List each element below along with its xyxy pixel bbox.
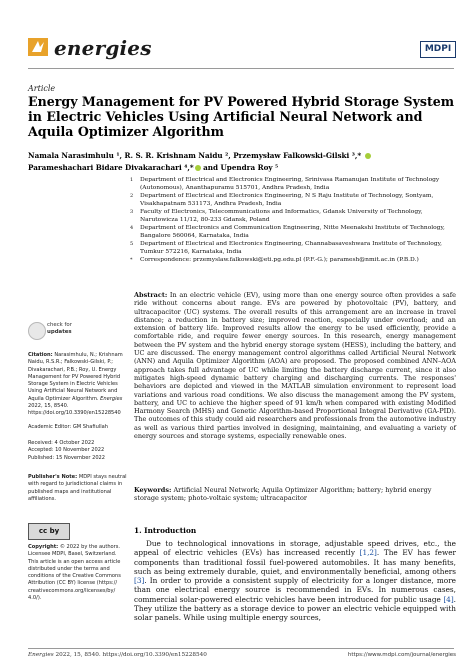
authors-line-2: Parameshachari Bidare Divakarachari ⁴,* [28,162,194,172]
journal-name: energies [54,36,152,60]
introduction-paragraph: Due to technological innovations in storage, adjustable speed drives, etc., the appeal of electric vehicles (EVs) has increased recently [1,2]. The EV has fewer components than traditional fossil fuel-powered automobiles. It has many benefits, such as being extremely durable, quiet, and environmentally beneficial, among others [3]. In order to provide a consistent supply of electricity for a longer distance, more than one electrical energy source is recommended in EVs. In numerous cases, commercial solar-powered electric vehicles have been introduced for public usage [4]. They utilize the battery as a storage device to power an electric vehicle equipped with solar panels. While using multiple energy sources, [134,539,456,623]
affiliation-1: 1 Department of Electrical and Electronics Engineering, Srinivasa Ramanujan Institute of Technology (Autonomous), Ananthapuramu 515701, Andhra Pradesh, India [130,177,440,191]
header-divider [28,68,454,69]
citation-link[interactable]: [3] [134,576,145,586]
check-for-updates-label[interactable]: check for updates [47,322,72,335]
publication-dates [28,440,128,462]
mdpi-badge[interactable] [420,41,456,58]
copyright-block: Copyright: © 2022 by the authors. Licensee MDPI, Basel, Switzerland. This article is an open access article distributed under the terms and conditions of the Creative Commons Attribution (CC BY) license (https:// creativecommons.org/licenses/by/ 4.0/). [28,544,121,602]
authors-line-2-tail: and Upendra Roy ⁵ [200,162,279,172]
energies-logo-icon [28,38,48,56]
correspondence: * Correspondence: przemyslaw.falkowski@eti.pg.edu.pl (P.F.-G.); paramesh@nmit.ac.in (P.B.D.) [130,257,419,263]
section-heading-introduction: 1. Introduction [134,526,197,535]
orcid-icon[interactable] [365,153,371,159]
citation-block: Citation: Narasimhulu, N.; Krishnam Naidu, R.S.R.; Falkowski-Gilski, P.; Divakarachari, P.B.; Roy, U. Energy Management for PV Powered Hybrid Storage System in Electric Vehicles Using Artificial Neural Network and Aquila Optimizer Algorithm. Energies 2022, 15, 8540. https://doi.org/10.3390/en15228540 [28,352,123,417]
affiliation-5: 5 Department of Electrical and Electronics Engineering, Channabasaveshwara Institute of Technology, Tumkur 572216, Karnataka, India [130,241,443,255]
mdpi-badge-label: MDPI [424,44,452,54]
author-list [28,150,458,173]
footer-journal-url[interactable]: https://www.mdpi.com/journal/energies [347,652,456,658]
received-date: Received: 4 October 2022 [28,440,95,446]
keywords: Keywords: Artificial Neural Network; Aquila Optimizer Algorithm; battery; hybrid energy storage system; photo-voltaic system; ultracapacitor [134,486,432,503]
citation-link[interactable]: [1,2] [359,548,377,558]
footer-divider [28,648,454,649]
published-date: Published: 15 November 2022 [28,454,106,461]
affiliation-3: 3 Faculty of Electronics, Telecommunications and Informatics, Gdansk University of Technology, Narutowicza 11/12, 80-233 Gdansk, Poland [130,209,423,223]
affiliation-4: 4 Department of Electronics and Communication Engineering, Nitte Meenakshi Institute of Technology, Bangalore 560064, Karnataka, India [130,225,445,239]
abstract: Abstract: In an electric vehicle (EV), using more than one energy source often provides a safe ride without concerns about range. EVs are powered by photovoltaic (PV), battery, and ultracapacitor (UC) systems. The overall results of this arrangement are an increase in travel distance; a reduction in battery size; improved reaction, especially under overload; and an extension of battery life. Improved results allow the energy to be used efficiently, provide a comfortable ride, and require fewer energy sources. In this research, energy management between the PV system and the hybrid energy storage system (HESS), including the battery, and UC are discussed. The energy management control algorithms called Artificial Neural Network (ANN) and Aquila Optimizer Algorithm (AOA) are proposed. The proposed combined ANN–AOA approach takes full advantage of UC while limiting the battery discharge current, since it also mitigates high-speed dynamic battery charging and discharging currents. The responses' behaviors are depicted and viewed in the MATLAB simulation environment to represent load variations and various road conditions. We also discuss the management among the PV system, battery, and UC to achieve the higher speed of 91 km/h when compared with existing Modified Harmony Search (MHS) and Genetic Algorithm-based Proportional Integral Derivative (GA-PID). The outcomes of this study could aid researchers and professionals from the automotive industry as well as various third parties involved in designing, maintaining, and evaluating a variety of energy sources and storage systems, especially renewable ones. [134,291,456,441]
article-type: Article [28,84,56,93]
paper-title: Energy Management for PV Powered Hybrid Storage System in Electric Vehicles Using Artificial Neural Network and Aquila Optimizer Algorithm [28,94,455,139]
check-for-updates-icon[interactable] [28,322,46,340]
accepted-date: Accepted: 10 November 2022 [28,447,105,454]
publisher-note: Publisher's Note: MDPI stays neutral with regard to jurisdictional claims in published maps and institutional affiliations. [28,474,127,502]
academic-editor: Academic Editor: GM Shafiullah [28,424,108,430]
citation-link[interactable]: [4] [443,594,454,604]
affiliation-2: 2 Department of Electrical and Electronics Engineering, N S Raju Institute of Technology, Sontyam, Visakhapatnam 531173, Andhra Pradesh, India [130,193,434,207]
footer-citation: Energies 2022, 15, 8540. https://doi.org/10.3390/en15228540 [28,652,207,658]
authors-line-1: Namala Narasimhulu ¹, R. S. R. Krishnam Naidu ², Przemysław Falkowski-Gilski ³,* [28,151,362,160]
cc-by-license-icon[interactable]: cc by [28,523,70,540]
